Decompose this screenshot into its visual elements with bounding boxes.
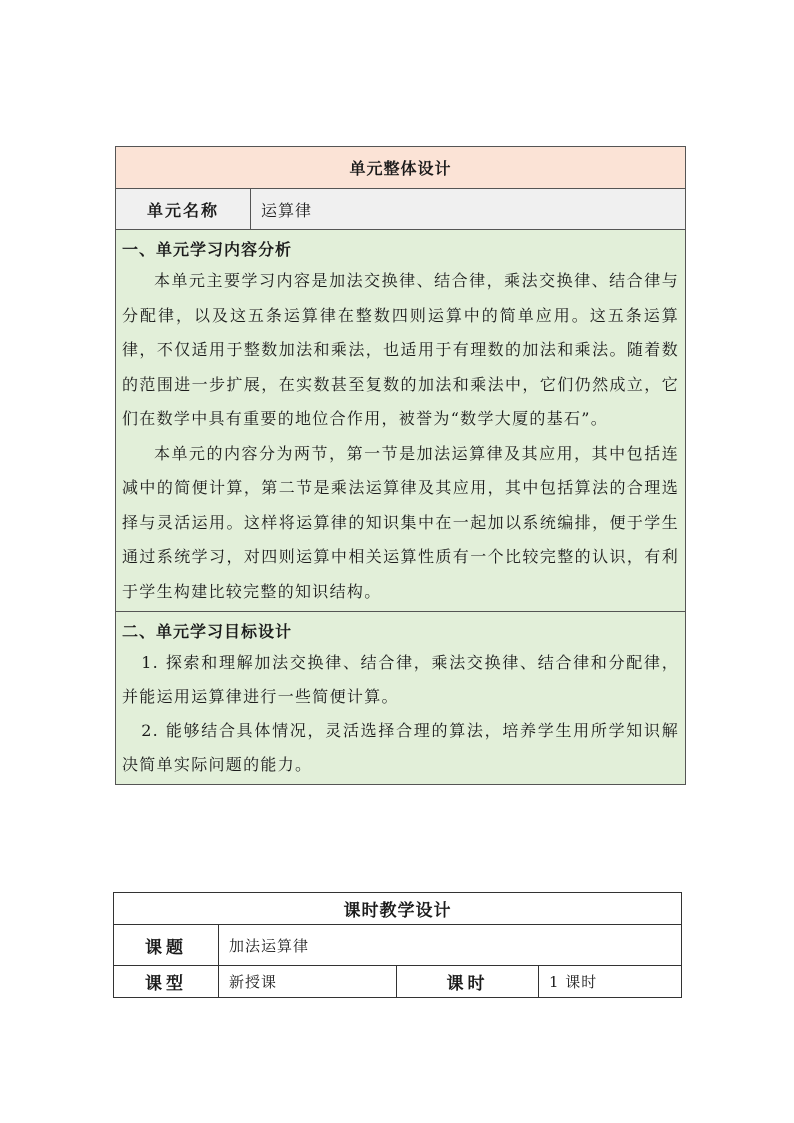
lesson-type-value: 新授课 (219, 966, 397, 998)
period-label: 课时 (397, 966, 539, 998)
content-analysis-heading: 一、单元学习内容分析 (122, 240, 293, 259)
content-analysis-section (116, 230, 686, 612)
unit-design-title: 单元整体设计 (116, 147, 686, 189)
lesson-type-label: 课型 (114, 966, 219, 998)
learning-goals-heading: 二、单元学习目标设计 (122, 622, 293, 641)
lesson-design-table (113, 892, 682, 998)
content-analysis-paragraph-1: 本单元主要学习内容是加法交换律、结合律，乘法交换律、结合律与分配律，以及这五条运算律在整数四则运算中的简单应用。这五条运算律，不仅适用于整数加法和乘法，也适用于有理数的加法和乘法。随着数的范围进一步扩展，在实数甚至复数的加法和乘法中，它们仍然成立，它们在数学中具有重要的地位合作用，被誉为“数学大厦的基石”。 (122, 271, 680, 428)
topic-label: 课题 (114, 925, 219, 966)
topic-value: 加法运算律 (219, 925, 682, 966)
learning-goal-1: 1. 探索和理解加法交换律、结合律，乘法交换律、结合律和分配律，并能运用运算律进行一些简便计算。 (122, 653, 680, 706)
unit-name-label: 单元名称 (116, 189, 251, 230)
learning-goal-2: 2. 能够结合具体情况，灵活选择合理的算法，培养学生用所学知识解决简单实际问题的能力。 (122, 721, 680, 774)
learning-goals-section (116, 612, 686, 785)
unit-name-value: 运算律 (251, 189, 686, 230)
content-analysis-paragraph-2: 本单元的内容分为两节，第一节是加法运算律及其应用，其中包括连减中的简便计算，第二节是乘法运算律及其应用，其中包括算法的合理选择与灵活运用。这样将运算律的知识集中在一起加以系统编排，便于学生通过系统学习，对四则运算中相关运算性质有一个比较完整的认识，有利于学生构建比较完整的知识结构。 (122, 443, 680, 601)
unit-design-table (115, 146, 686, 785)
period-value: 1 课时 (539, 966, 682, 998)
lesson-design-title: 课时教学设计 (114, 893, 682, 925)
